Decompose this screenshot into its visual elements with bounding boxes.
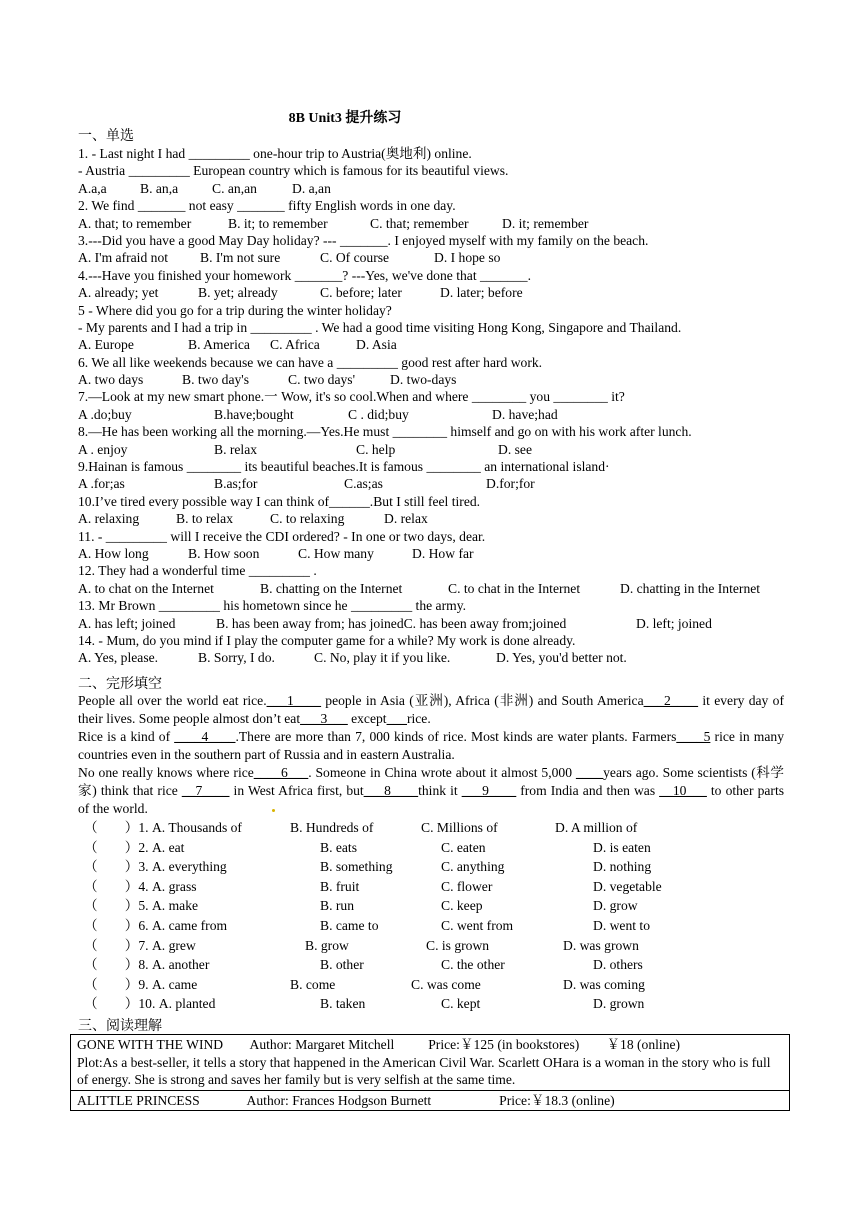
stray-mark [272,809,275,812]
option-b: B. America [188,337,250,353]
cloze-question-number-and-option-a: （ ）1. A. Thousands of [84,820,242,835]
cloze-option-b: B. grow [305,937,349,953]
cloze-option-row [84,955,784,975]
cloze-option-row [84,936,784,956]
option-d: D. Yes, you'd better not. [496,650,627,666]
options-line [78,215,790,232]
cloze-question-number-and-option-a: （ ）10. A. planted [84,996,216,1012]
reading-table [70,1034,790,1111]
cloze-option-d: D. was grown [563,937,639,953]
cloze-option-b: B. come [290,976,336,992]
book-row-gone-with-the-wind [71,1035,789,1090]
cloze-question-number-and-option-a: （ ）6. A. came from [84,917,228,933]
option-d: D. later; before [440,285,523,301]
cloze-option-d: D. grow [593,898,638,914]
question-line: 1. - Last night I had _________ one-hour trip to Austria(奥地利) online. [78,146,472,161]
options-line [78,371,790,388]
cloze-question-number-and-option-a: （ ）2. A. eat [84,839,185,855]
blank-3: ___3___ [300,711,348,726]
cloze-option-c: C. the other [441,957,505,973]
options-line [78,615,790,632]
cloze-option-row [84,975,784,995]
option-d: D. see [498,441,532,457]
cloze-option-d: D. others [593,957,643,973]
cloze-option-row [84,994,784,1014]
section-heading-reading: 三、阅读理解 [78,1019,162,1034]
option-c: C. to chat in the Internet [448,580,581,596]
question-line: 8.—He has been working all the morning.—Yes.He must ________ himself and go on with his work after lunch. [78,424,692,440]
blank-2: ___2____ [643,693,699,708]
blank-1: ___1____ [266,693,321,708]
book-header: GONE WITH THE WIND Author: Margaret Mitchell Price:￥125 (in bookstores) ￥18 (online) [77,1037,681,1052]
option-d: D. Asia [356,337,397,353]
option-b: B. to relax [176,511,234,527]
option-c: D. left; joined [636,615,712,631]
option-c: C. Africa [270,337,320,353]
cloze-option-b: B. other [320,957,364,973]
blank-10: __10___ [659,783,707,798]
cloze-option-c: C. anything [441,859,505,875]
question-line: 11. - _________ will I receive the CDI ordered? - In one or two days, dear. [78,528,486,544]
option-b: B.as;for [214,476,258,492]
cloze-option-d: D. vegetable [593,878,662,894]
page-title: 8B Unit3 提升练习 [288,111,402,126]
cloze-option-c: C. keep [441,898,483,914]
cloze-question-number-and-option-a: （ ）9. A. came [84,976,198,992]
blank-7: __7____ [181,783,230,798]
options-line [78,284,790,301]
cloze-paragraph-1: People all over the world eat rice.___1____ people in Asia (亚洲), Africa (非洲) and South America___2____ it every day of their lives. Some people almost don’t eat___3___ except___rice. [78,693,784,726]
option-c: C. before; later [320,285,402,301]
book-plot: Plot:As a best-seller, it tells a story that happened in the American Civil War. Scarlett OHara is a woman in the story who is full of energy. She is strong and saves her family but is very selfish at the same time. [77,1054,771,1087]
option-c: C. help [356,441,396,457]
option-a: A. already; yet [78,285,159,301]
cloze-question-number-and-option-a: （ ）4. A. grass [84,878,197,894]
option-b: B. yet; already [198,285,278,301]
blank-6: ____6___ [253,765,309,780]
question-line: 2. We find _______ not easy _______ fifty English words in one day. [78,198,456,214]
book-header: ALITTLE PRINCESS Author: Frances Hodgson Burnett Price:￥18.3 (online) [77,1092,615,1108]
question-line: 10.I’ve tired every possible way I can think of______.But I still feel tired. [78,493,481,509]
option-b: B. How soon [188,545,260,561]
option-a: A.a,a [78,180,107,196]
option-a: A . enjoy [78,441,128,457]
question-line: 14. - Mum, do you mind if I play the computer game for a while? My work is done already. [78,632,576,648]
option-a: A. has left; joined [78,615,176,631]
option-b: B. I'm not sure [200,250,281,266]
book-row-a-little-princess [71,1090,789,1111]
options-line [78,545,790,562]
cloze-option-d: D. grown [593,996,645,1012]
option-a: A. that; to remember [78,215,192,231]
options-line [78,510,790,527]
question-line: - Austria _________ European country which is famous for its beautiful views. [78,163,509,179]
option-c: C. an,an [212,180,257,196]
cloze-option-row [84,838,784,858]
option-b: B. relax [214,441,258,457]
cloze-option-c: C. kept [441,996,481,1012]
options-line [78,406,790,423]
options-line [78,336,790,353]
options-line [78,441,790,458]
multiple-choice-list [78,145,790,667]
option-d: D.for;for [486,476,535,492]
option-d: D. it; remember [502,215,589,231]
cloze-question-number-and-option-a: （ ）3. A. everything [84,859,227,875]
section-heading-cloze: 二、完形填空 [78,677,162,692]
cloze-option-d: D. was coming [563,976,645,992]
option-a: A. Europe [78,337,134,353]
cloze-option-d: D. is eaten [593,839,651,855]
cloze-option-b: B. eats [320,839,357,855]
option-c: C. two days' [288,372,356,388]
blank-5: ____5 [676,729,711,744]
cloze-option-d: D. nothing [593,859,652,875]
option-a: A. I'm afraid not [78,250,169,266]
cloze-option-row [84,818,784,838]
options-line [78,475,790,492]
cloze-option-c: C. flower [441,878,493,894]
cloze-option-b: B. taken [320,996,366,1012]
question-line: 13. Mr Brown _________ his hometown since he _________ the army. [78,598,467,614]
option-c: C. Of course [320,250,390,266]
option-d: D. a,an [292,180,331,196]
option-c: C. that; remember [370,215,469,231]
option-b: B. an,a [140,180,179,196]
option-c: C.as;as [344,476,383,492]
blank-9: ___9____ [461,783,517,798]
option-d: D. relax [384,511,428,527]
question-line: 3.---Did you have a good May Day holiday? --- _______. I enjoyed myself with my family on the beach. [78,232,649,248]
cloze-option-b: B. run [320,898,354,914]
question-line: 4.---Have you finished your homework _______? ---Yes, we've done that _______. [78,267,531,283]
cloze-option-c: C. went from [441,917,514,933]
option-a: A .for;as [78,476,125,492]
cloze-option-row [84,877,784,897]
option-a: A .do;buy [78,406,132,422]
section-heading-multiple-choice: 一、单选 [78,129,134,144]
question-line: 7.—Look at my new smart phone.一 Wow, it's so cool.When and where ________ you ________ it? [78,389,625,405]
options-line [78,249,790,266]
option-d: D. I hope so [434,250,501,266]
options-line [78,180,790,197]
cloze-passage [78,692,784,818]
cloze-question-number-and-option-a: （ ）5. A. make [84,898,199,914]
option-b: B.have;bought [214,406,294,422]
cloze-question-number-and-option-a: （ ）7. A. grew [84,937,196,953]
cloze-option-c: C. eaten [441,839,486,855]
cloze-option-row [84,857,784,877]
option-b: B. chatting on the Internet [260,580,403,596]
option-a: A. to chat on the Internet [78,580,214,596]
option-a: A. How long [78,545,149,561]
option-a: A. relaxing [78,511,140,527]
cloze-option-c: C. was come [411,976,481,992]
cloze-question-number-and-option-a: （ ）8. A. another [84,957,210,973]
cloze-option-b: B. came to [320,917,379,933]
cloze-option-c: C. is grown [426,937,490,953]
option-d: D. have;had [492,406,558,422]
blank-4: ____4____ [174,729,236,744]
cloze-option-b: B. Hundreds of [290,820,374,835]
cloze-option-b: B. fruit [320,878,360,894]
option-d: D. chatting in the Internet [620,580,761,596]
option-b: B. has been away from; has joinedC. has been away from;joined [216,615,567,631]
cloze-paragraph-2: Rice is a kind of ____4____.There are more than 7, 000 kinds of rice. Most kinds are water plants. Farmers____5 rice in many countries even in the southern part of Russia and in eastern Australia. [78,729,785,762]
cloze-option-c: C. Millions of [421,820,498,835]
option-b: B. it; to remember [228,215,328,231]
option-c: C. to relaxing [270,511,345,527]
option-c: C. How many [298,545,374,561]
cloze-option-d: D. A million of [555,820,638,835]
question-line: 6. We all like weekends because we can have a _________ good rest after hard work. [78,354,543,370]
cloze-option-b: B. something [320,859,393,875]
question-line: 9.Hainan is famous ________ its beautiful beaches.It is famous ________ an international island· [78,459,610,475]
cloze-option-row [84,916,784,936]
option-b: B. Sorry, I do. [198,650,275,666]
option-a: A. two days [78,372,144,388]
question-line: 12. They had a wonderful time _________ . [78,563,317,579]
cloze-options-list [84,818,784,1014]
cloze-option-row [84,896,784,916]
option-c: C. No, play it if you like. [314,650,451,666]
blank-8: ___8____ [363,783,419,798]
option-c: C . did;buy [348,406,409,422]
options-line [78,580,790,597]
question-line: - My parents and I had a trip in _________ . We had a good time visiting Hong Kong, Singapore and Thailand. [78,319,682,335]
option-d: D. How far [412,545,474,561]
option-d: D. two-days [390,372,457,388]
cloze-paragraph-3: No one really knows where rice____6___. Someone in China wrote about it almost 5,000 ____years ago. Some scientists (科学家) think that rice __7____ in West Africa first, but___8____think it ___9____ from India and then was __10___ to other parts of the world. [78,765,785,816]
options-line [78,649,790,666]
option-b: B. two day's [182,372,250,388]
cloze-option-d: D. went to [593,917,651,933]
option-a: A. Yes, please. [78,650,159,666]
question-line: 5 - Where did you go for a trip during the winter holiday? [78,302,392,318]
